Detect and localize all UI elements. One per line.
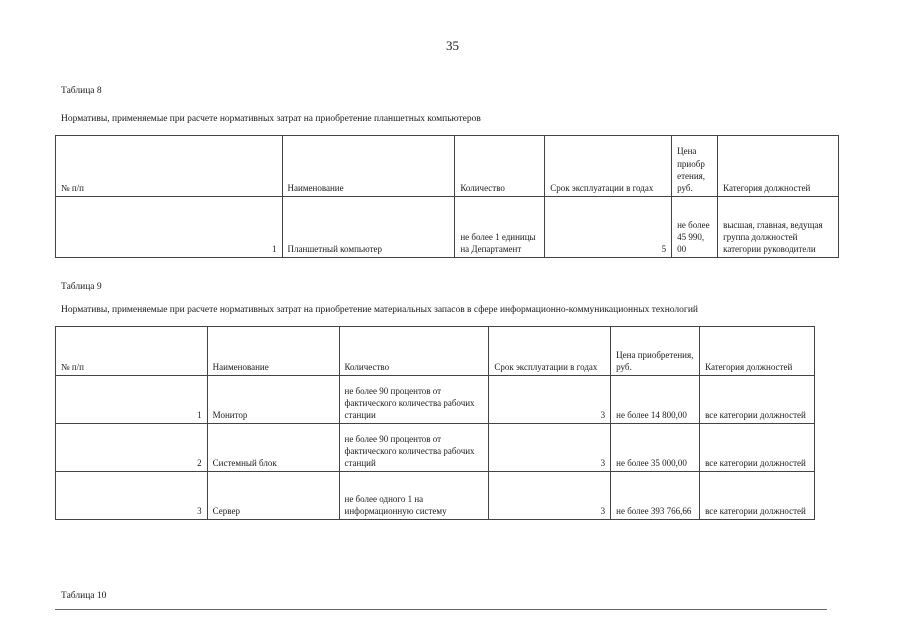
header-cell: Наименование [207, 327, 339, 376]
service-life-cell: 3 [489, 424, 611, 472]
table-header-row [56, 136, 839, 197]
table-10-top-rule [55, 609, 827, 610]
header-cell: Категория должностей [718, 136, 839, 197]
quantity-cell: не более одного 1 на информационную систему [339, 472, 489, 520]
name-cell: Планшетный компьютер [282, 197, 455, 258]
header-cell: Срок эксплуатации в годах [489, 327, 611, 376]
quantity-cell: не более 90 процентов от фактического количества рабочих станции [339, 376, 489, 424]
quantity-cell: не более 90 процентов от фактического количества рабочих станций [339, 424, 489, 472]
table-9 [55, 326, 815, 520]
header-cell: Срок эксплуатации в годах [545, 136, 672, 197]
row-number-cell: 1 [56, 376, 208, 424]
table-10-label: Таблица 10 [61, 591, 107, 601]
service-life-cell: 5 [545, 197, 672, 258]
row-number-cell: 2 [56, 424, 208, 472]
table-header-row [56, 327, 815, 376]
header-cell: Количество [455, 136, 545, 197]
name-cell: Сервер [207, 472, 339, 520]
row-number-cell: 3 [56, 472, 208, 520]
category-cell: высшая, главная, ведущая группа должностей категории руководители [718, 197, 839, 258]
table-8 [55, 135, 839, 258]
price-cell: не более 14 800,00 [611, 376, 700, 424]
category-cell: все категории должностей [700, 376, 815, 424]
name-cell: Системный блок [207, 424, 339, 472]
table-row [56, 376, 815, 424]
table-row [56, 197, 839, 258]
row-number-cell: 1 [56, 197, 283, 258]
header-cell: Наименование [282, 136, 455, 197]
category-cell: все категории должностей [700, 472, 815, 520]
table-8-title: Нормативы, применяемые при расчете нормативных затрат на приобретение планшетных компьютеров [61, 114, 481, 124]
service-life-cell: 3 [489, 376, 611, 424]
header-cell: Цена приобретения, руб. [611, 327, 700, 376]
table-9-label: Таблица 9 [61, 282, 102, 292]
table-row [56, 472, 815, 520]
header-cell: № п/п [56, 136, 283, 197]
name-cell: Монитор [207, 376, 339, 424]
table-9-title: Нормативы, применяемые при расчете нормативных затрат на приобретение материальных запасов в сфере информационно-коммуникационных технологий [61, 305, 698, 315]
page-number: 35 [446, 38, 459, 53]
quantity-cell: не более 1 единицы на Департамент [455, 197, 545, 258]
category-cell: все категории должностей [700, 424, 815, 472]
price-cell: не более 393 766,66 [611, 472, 700, 520]
table-8-label: Таблица 8 [61, 86, 102, 96]
price-cell: не более 35 000,00 [611, 424, 700, 472]
service-life-cell: 3 [489, 472, 611, 520]
header-cell: № п/п [56, 327, 208, 376]
price-cell: не более 45 990, 00 [672, 197, 718, 258]
header-cell: Количество [339, 327, 489, 376]
header-cell: Категория должностей [700, 327, 815, 376]
header-cell: Цена приобр етения, руб. [672, 136, 718, 197]
table-row [56, 424, 815, 472]
